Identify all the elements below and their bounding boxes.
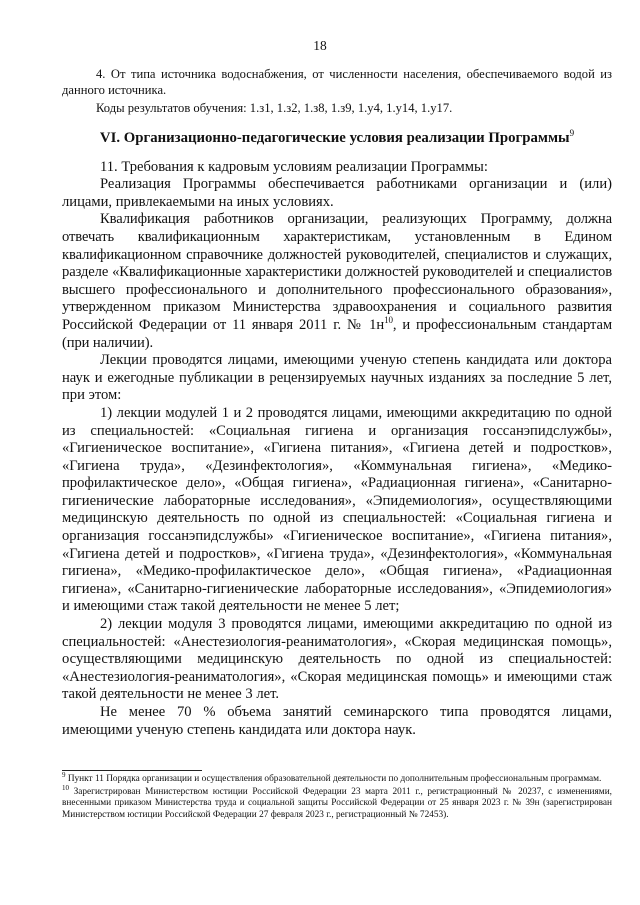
footnote-9: [62, 770, 612, 786]
section-footnote-ref: 9: [569, 128, 575, 139]
paragraph-implementation: Реализация Программы обеспечивается работниками организации и (или) лицами, привлекаемыми на иных условиях.: [62, 176, 612, 210]
footnotes: [62, 770, 612, 822]
footnote-9-number: 9: [62, 770, 66, 779]
section-heading: [62, 130, 612, 148]
paragraph-qualification-text: Квалификация работников организации, реализующих Программу, должна отвечать квалификационным характеристикам, установленным в Едином квалификационном справочнике должностей руководителей, специалистов и служащих, разделе «Квалификационные характеристики должностей руководителей и специалистов высшего профессионального и дополнительного профессионального образования», утвержденном приказом Министерства здравоохранения и социального развития Российской Федерации от 11 января 2011 г. № 1н: [62, 211, 612, 333]
section-body: [62, 159, 612, 740]
paragraph-staff-requirements: 11. Требования к кадровым условиям реализации Программы:: [100, 158, 488, 175]
paragraph-modules-1-2: 1) лекции модулей 1 и 2 проводятся лицами, имеющими аккредитацию по одной из специальностей: «Социальная гигиена и организация госсанэпидслужбы», «Гигиеническое воспитание», «Гигиена питания», «Гигиена детей и подростков», «Гигиена труда», «Дезинфектология», «Коммунальная гигиена», «Медико-профилактическое дело», «Общая гигиена», «Радиационная гигиена», «Санитарно-гигиенические лабораторные исследования», «Эпидемиология», осуществляющими медицинскую деятельность по одной из специальностей: «Социальная гигиена и организация госсанэпидслужбы» «Гигиеническое воспитание», «Гигиена питания», «Гигиена детей и подростков», «Гигиена труда», «Дезинфектология», «Коммунальная гигиена», «Медико-профилактическое дело», «Общая гигиена», «Радиационная гигиена», «Санитарно-гигиенические лабораторные исследования», «Эпидемиология» и имеющими стаж такой деятельности не менее 5 лет;: [62, 404, 612, 615]
paragraph-seminar-share: Не менее 70 % объема занятий семинарского типа проводятся лицами, имеющими ученую степень кандидата или доктора наук.: [62, 704, 612, 738]
page-content: [62, 66, 612, 739]
footnote-divider: [62, 770, 202, 771]
page-number: 18: [313, 38, 327, 53]
section-title: VI. Организационно-педагогические условия реализации Программы: [99, 130, 570, 146]
paragraph-module-3: 2) лекции модуля 3 проводятся лицами, имеющими аккредитацию по одной из специальностей: «Анестезиология-реаниматология», «Скорая медицинская помощь», осуществляющими медицинскую деятельность по одной из специальностей: «Анестезиология-реаниматология», «Скорая медицинская помощь» и имеющими стаж такой деятельности не менее 3 лет.: [62, 616, 612, 703]
intro-block: [62, 66, 612, 116]
intro-item-4: 4. От типа источника водоснабжения, от численности населения, обеспечиваемого водой из данного источника.: [62, 67, 612, 97]
paragraph-qualification: [62, 211, 612, 352]
footnote-9-text: Пункт 11 Порядка организации и осуществления образовательной деятельности по дополнительным профессиональным программам.: [65, 774, 602, 784]
footnote-ref-10: 10: [384, 315, 393, 326]
paragraph-lectures: Лекции проводятся лицами, имеющими ученую степень кандидата или доктора наук и ежегодные публикации в рецензируемых научных изданиях за последние 5 лет, при этом:: [62, 352, 612, 404]
footnote-10-text: Зарегистрирован Министерством юстиции Российской Федерации 23 марта 2011 г., регистрационный № 20237, с изменениями, внесенными приказом Министерства труда и социальной защиты Российской Федерации от 25 января 2023 г. № 39н (зарегистрирован Министерством юстиции Российской Федерации 27 февраля 2023 г., регистрационный № 72453).: [62, 786, 612, 820]
footnote-10: [62, 783, 612, 822]
paragraph-qualification-end: , и профессиональным стандартам (при наличии).: [62, 316, 612, 351]
learning-result-codes: Коды результатов обучения: 1.з1, 1.з2, 1.з8, 1.з9, 1.у4, 1.у14, 1.у17.: [96, 101, 453, 115]
footnote-10-number: 10: [62, 783, 69, 792]
